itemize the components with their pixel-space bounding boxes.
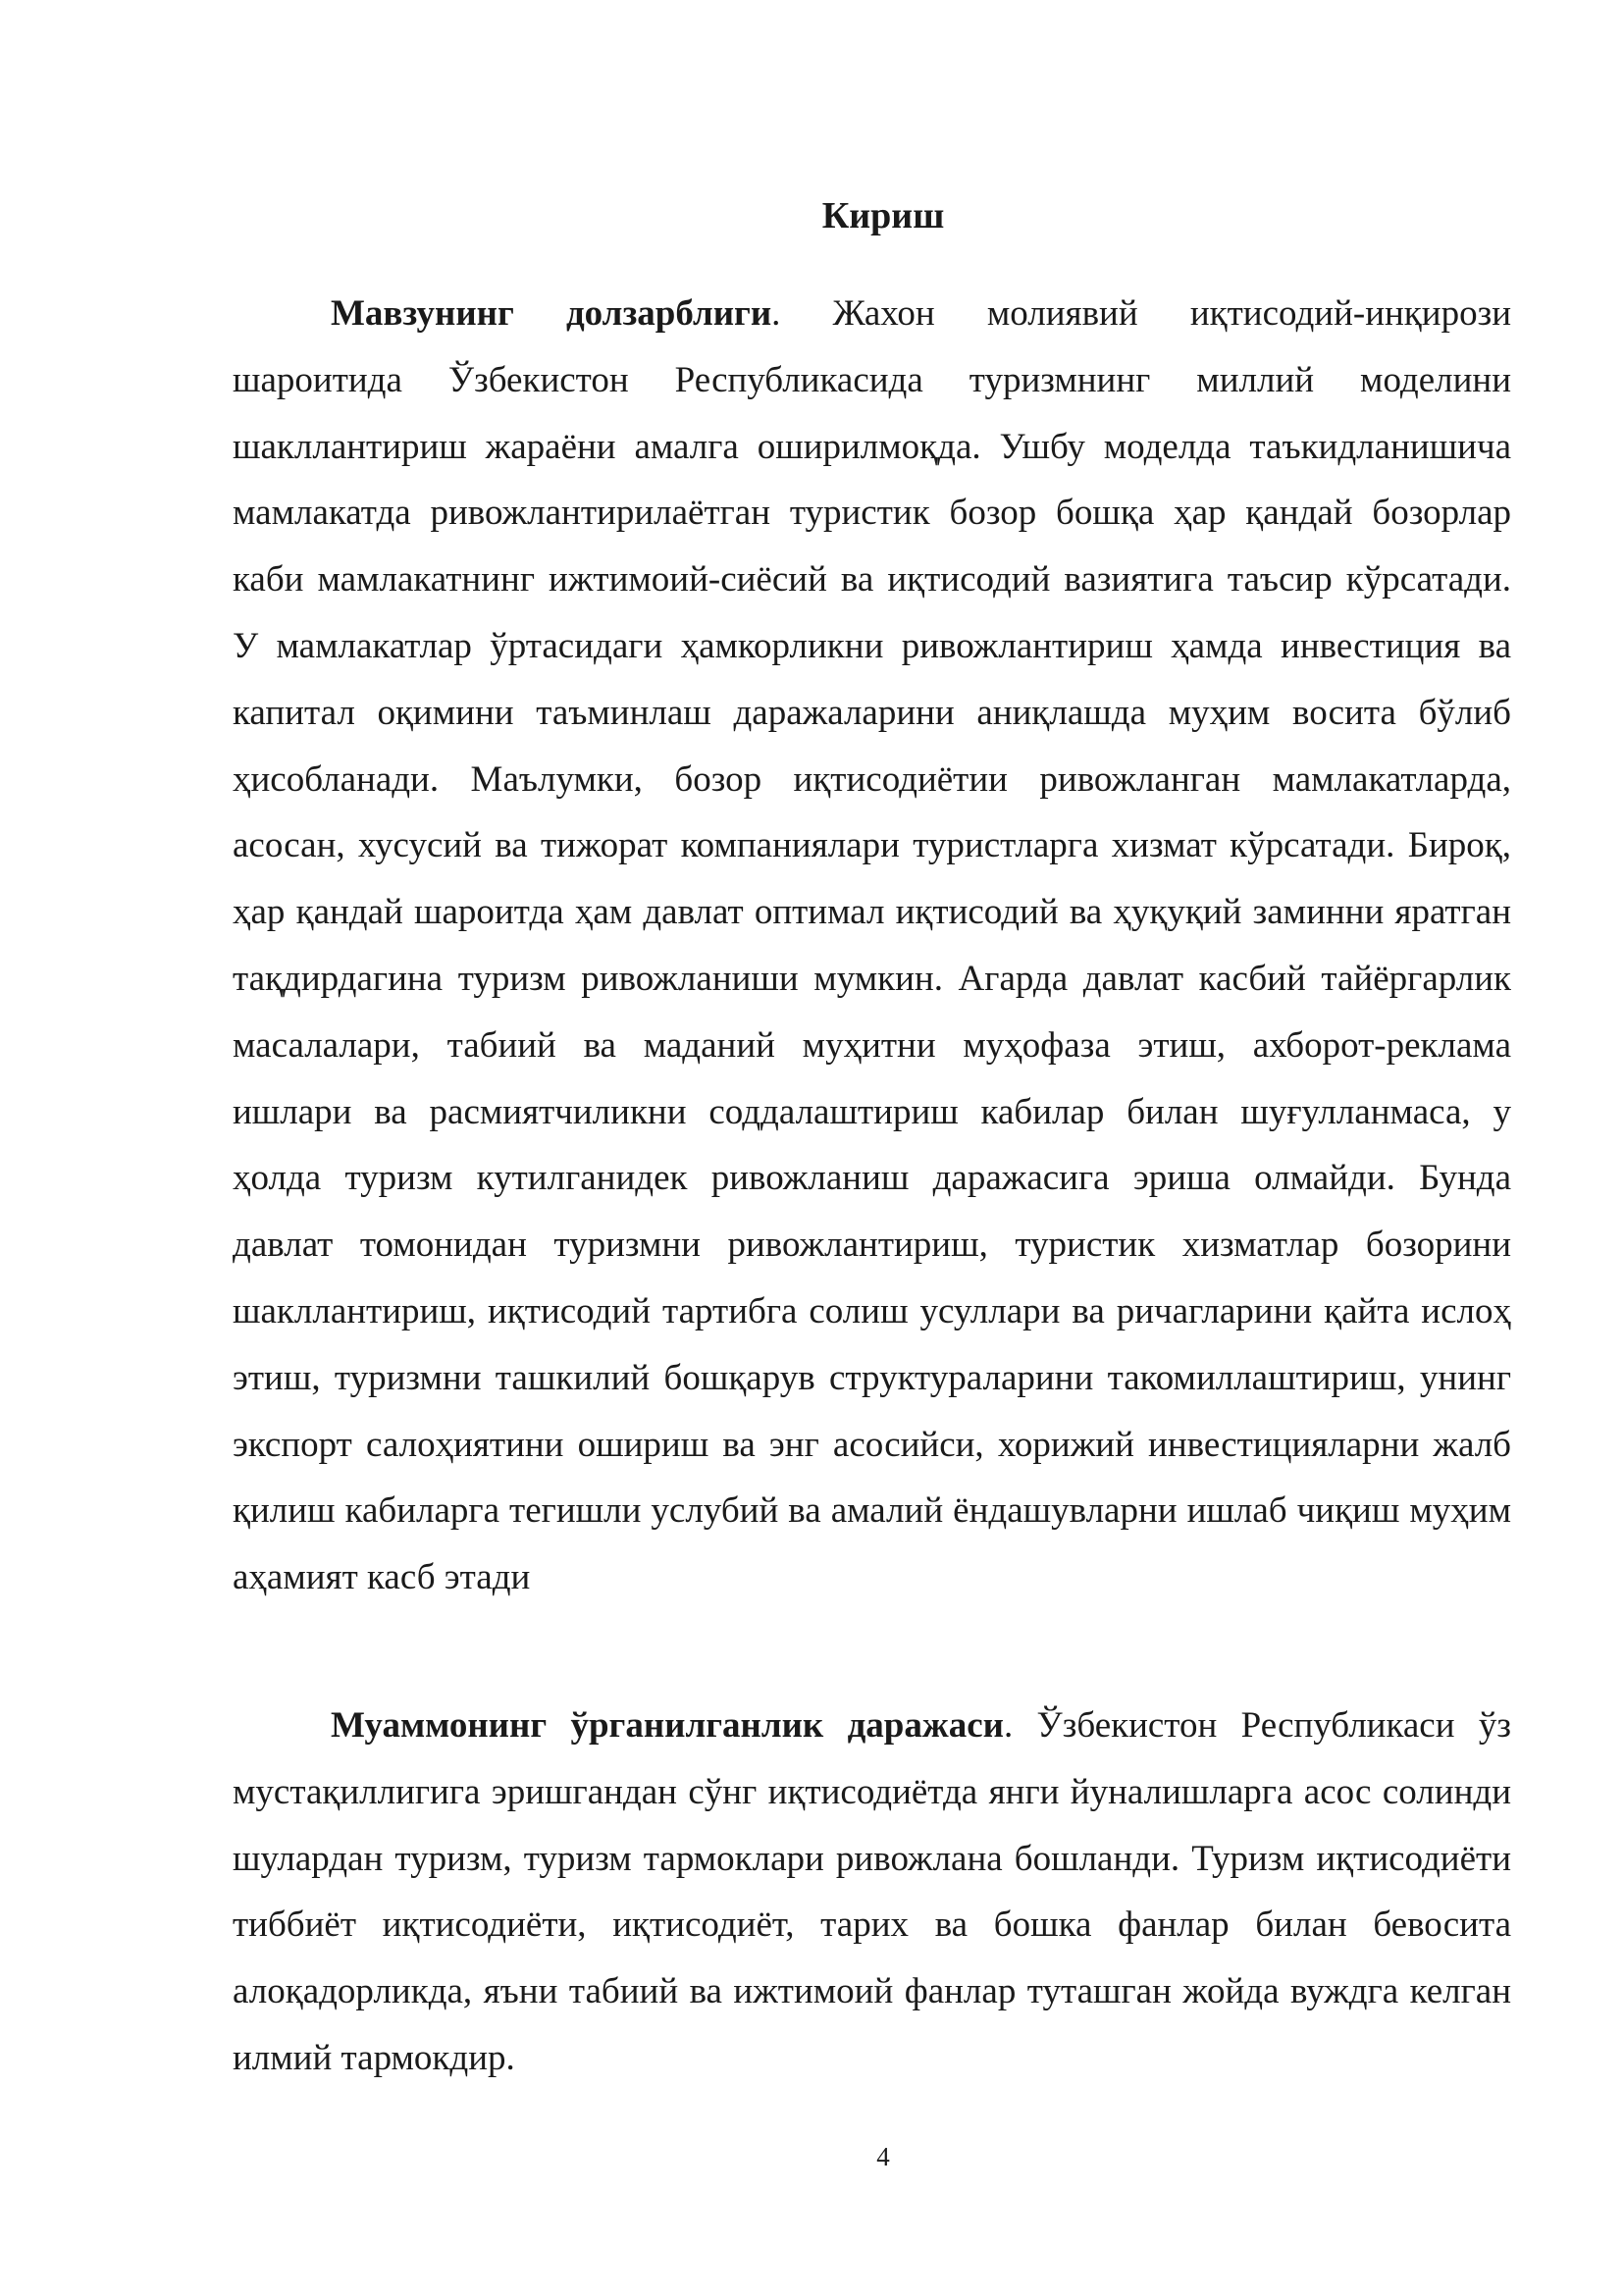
page-number: 4 bbox=[876, 2142, 890, 2171]
paragraph-text-relevance: Жахон молиявий иқтисодий-инқирози шароитида Ўзбекистон Республикасида туризмнинг миллий моделини шакллантириш жараёни амалга оширилмоқда. Ушбу моделда таъкидланишича мамлакатда ривожлантирилаётган туристик бозор бошқа ҳар қандай бозорлар каби мамлакатнинг ижтимоий-сиёсий ва иқтисодий вазиятига таъсир кўрсатади. У мамлакатлар ўртасидаги ҳамкорликни ривожлантириш ҳамда инвестиция ва капитал оқимини таъминлаш даражаларини аниқлашда муҳим восита бўлиб ҳисобланади. Маълумки, бозор иқтисодиётии ривожланган мамлакатларда, асосан, хусусий ва тижорат компаниялари туристларга хизмат кўрсатади. Бироқ, ҳар қандай шароитда ҳам давлат оптимал иқтисодий ва ҳуқуқий заминни яратган тақдирдагина туризм ривожланиши мумкин. Агарда давлат касбий тайёргарлик масалалари, табиий ва маданий муҳитни муҳофаза этиш, ахборот-реклама ишлари ва расмиятчиликни соддалаштириш кабилар билан шуғулланмаса, у ҳолда туризм кутилганидек ривожланиш даражасига эриша олмайди. Бунда давлат томонидан туризмни ривожлантириш, туристик хизматлар бозорини шакллантириш, иқтисодий тартибга солиш усуллари ва ричагларини қайта ислоҳ этиш, туризмни ташкилий бошқарув структураларини такомиллаштириш, унинг экспорт салоҳиятини ошириш ва энг асосийси, хорижий инвестицияларни жалб қилиш кабиларга тегишли услубий ва амалий ёндашувларни ишлаб чиқиш муҳим аҳамият касб этади bbox=[233, 293, 1511, 1598]
lead-term-research-degree: Муаммонинг ўрганилганлик даражаси bbox=[331, 1705, 1004, 1746]
paragraph-relevance bbox=[233, 281, 1511, 1611]
page-heading: Кириш bbox=[821, 195, 945, 236]
lead-punct-relevance: . bbox=[771, 293, 781, 334]
paragraph-text-research-degree: Ўзбекистон Республикаси ўз мустақиллигига эришгандан сўнг иқтисодиётда янги йуналишларга асос солинди шулардан туризм, туризм тармоклари ривожлана бошланди. Туризм иқтисодиёти тиббиёт иқтисодиёти, иқтисодиёт, тарих ва бошка фанлар билан бевосита алоқадорликда, яъни табиий ва ижтимоий фанлар туташган жойда вуждга келган илмий тармокдир. bbox=[233, 1705, 1511, 2078]
lead-term-relevance: Мавзунинг долзарблиги bbox=[331, 293, 772, 334]
section-research-degree bbox=[233, 1693, 1511, 2092]
paragraph-research-degree bbox=[233, 1693, 1511, 2092]
section-relevance bbox=[233, 281, 1511, 1611]
lead-punct-research-degree: . bbox=[1003, 1705, 1014, 1746]
